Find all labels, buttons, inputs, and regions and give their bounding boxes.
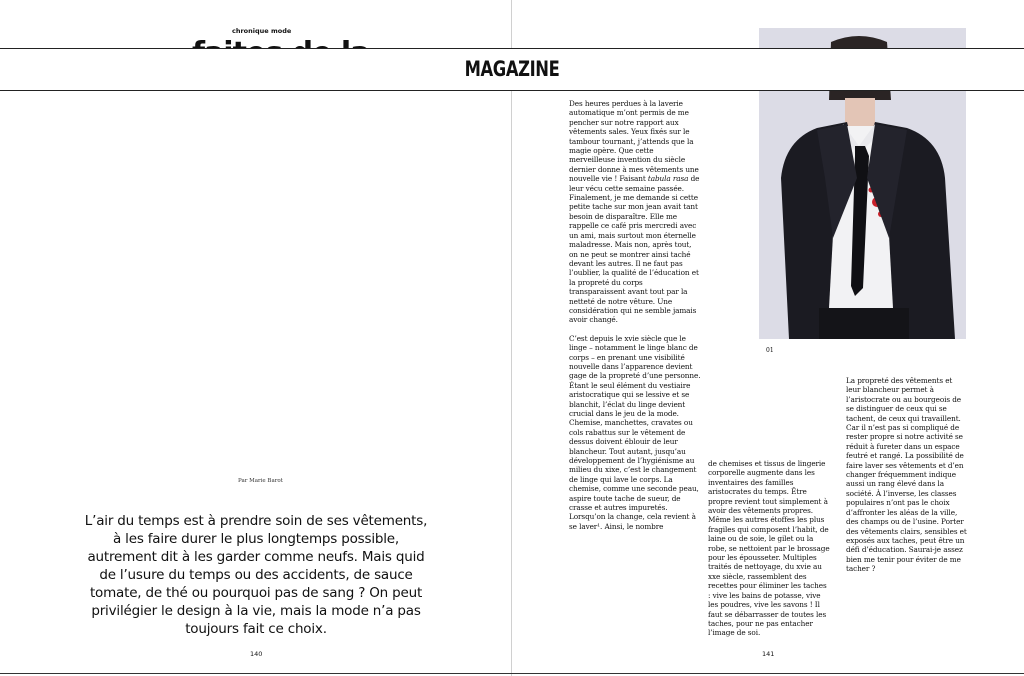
masthead-bar	[0, 48, 1024, 91]
paragraph: La propreté des vêtements et leur blancheur permet à l’aristocrate ou au bourgeois de se distinguer de ceux qui se tachent, de ceux qui travaillent. Car il n’est pas si compliqué de rester propre si notre activité se réduit à fureter dans un espace feutré et rangé. La possibilité de faire laver ses vêtements et d’en changer fréquemment indique aussi un rang élevé dans la société. À l’inverse, les classes populaires n’ont pas le choix d’affronter les aléas de la ville, des champs ou de l’usine. Porter des vêtements clairs, sensibles et exposés aux taches, peut être un défi d’éducation. Saurai-je assez bien me tenir pour éviter de me tacher ?	[846, 376, 967, 574]
page-number-right: 141	[762, 650, 775, 658]
article-byline: Par Marie Barot	[238, 478, 283, 484]
italic-text: tabula rasa	[647, 174, 689, 184]
text-column-2	[708, 459, 830, 647]
page-number-left: 140	[250, 650, 263, 658]
text-column-1	[569, 99, 701, 540]
paragraph-text: Des heures perdues à la laverie automatique m’ont permis de me pencher sur notre rapport aux vêtements sales. Yeux fixés sur le tambour tournant, j’attends que la magie opère. Que cette merveilleuse invention du siècle dernier donne à mes vêtements une nouvelle vie ! Faisant	[569, 99, 699, 184]
paragraph: C’est depuis le xvie siècle que le linge – notamment le linge blanc de corps – en prenant une visibilité nouvelle dans l’apparence devient gage de la propreté d’une personne. Étant le seul élément du vestiaire aristocratique qui se lessive et se blanchit, l’éclat du linge devient crucial dans le jeu de la mode. Chemise, manchettes, cravates ou cols rabattus sur le vêtement de dessus doivent éblouir de leur blancheur. Tout autant, jusqu’au développement de l’hygiénisme au milieu du xixe, c’est le changement de linge qui lave le corps. La chemise, comme une seconde peau, aspire toute tache de sueur, de crasse et autres impuretés. Lorsqu’on la change, cela revient à se laver¹. Ainsi, le nombre	[569, 333, 701, 531]
paragraph	[569, 99, 701, 325]
bottom-rule	[0, 673, 1024, 674]
magazine-logo: MAGAZINE	[464, 57, 560, 81]
article-lede: L’air du temps est à prendre soin de ses vêtements, à les faire durer le plus longtemps possible, autrement dit à les garder comme neufs. Mais quid de l’usure du temps ou des accidents, de sauce tomate, de thé ou pourquoi pas de sang ? On peut privilégier le design à la vie, mais la mode n’a pas toujours fait ce choix.	[84, 513, 428, 637]
page-gutter	[511, 0, 512, 676]
text-column-3	[846, 376, 968, 583]
paragraph-text: de leur vécu cette semaine passée. Finalement, je me demande si cette petite tache sur mon jean avait tant besoin de disparaître. Elle me rappelle ce café pris mercredi avec un ami, mais surtout mon éternelle maladresse. Mais non, après tout, on ne peut se montrer ainsi taché devant les autres. Il ne faut pas l’oublier, la qualité de l’éducation et la propreté du corps transparaissent avant tout par la netteté de notre vêture. Une considération qui ne semble jamais avoir changé.	[569, 174, 700, 325]
article-title-fragment	[192, 37, 382, 48]
photo-caption: 01	[766, 347, 774, 354]
paragraph: de chemises et tissus de lingerie corporelle augmente dans les inventaires des familles aristocrates du temps. Être propre revient tout simplement à avoir des vêtements propres. Même les autres étoffes les plus fragiles qui composent l’habit, de laine ou de soie, le gilet ou la robe, se nettoient par le brossage pour les épousseter. Multiples traités de nettoyage, du xvie au xxe siècle, rassemblent des recettes pour éliminer les taches : vive les bains de potasse, vive les poudres, vive les savons ! Il faut se débarrasser de toutes les taches, pour ne pas entacher l’image de soi.	[708, 459, 830, 638]
section-kicker: chronique mode	[232, 27, 292, 35]
